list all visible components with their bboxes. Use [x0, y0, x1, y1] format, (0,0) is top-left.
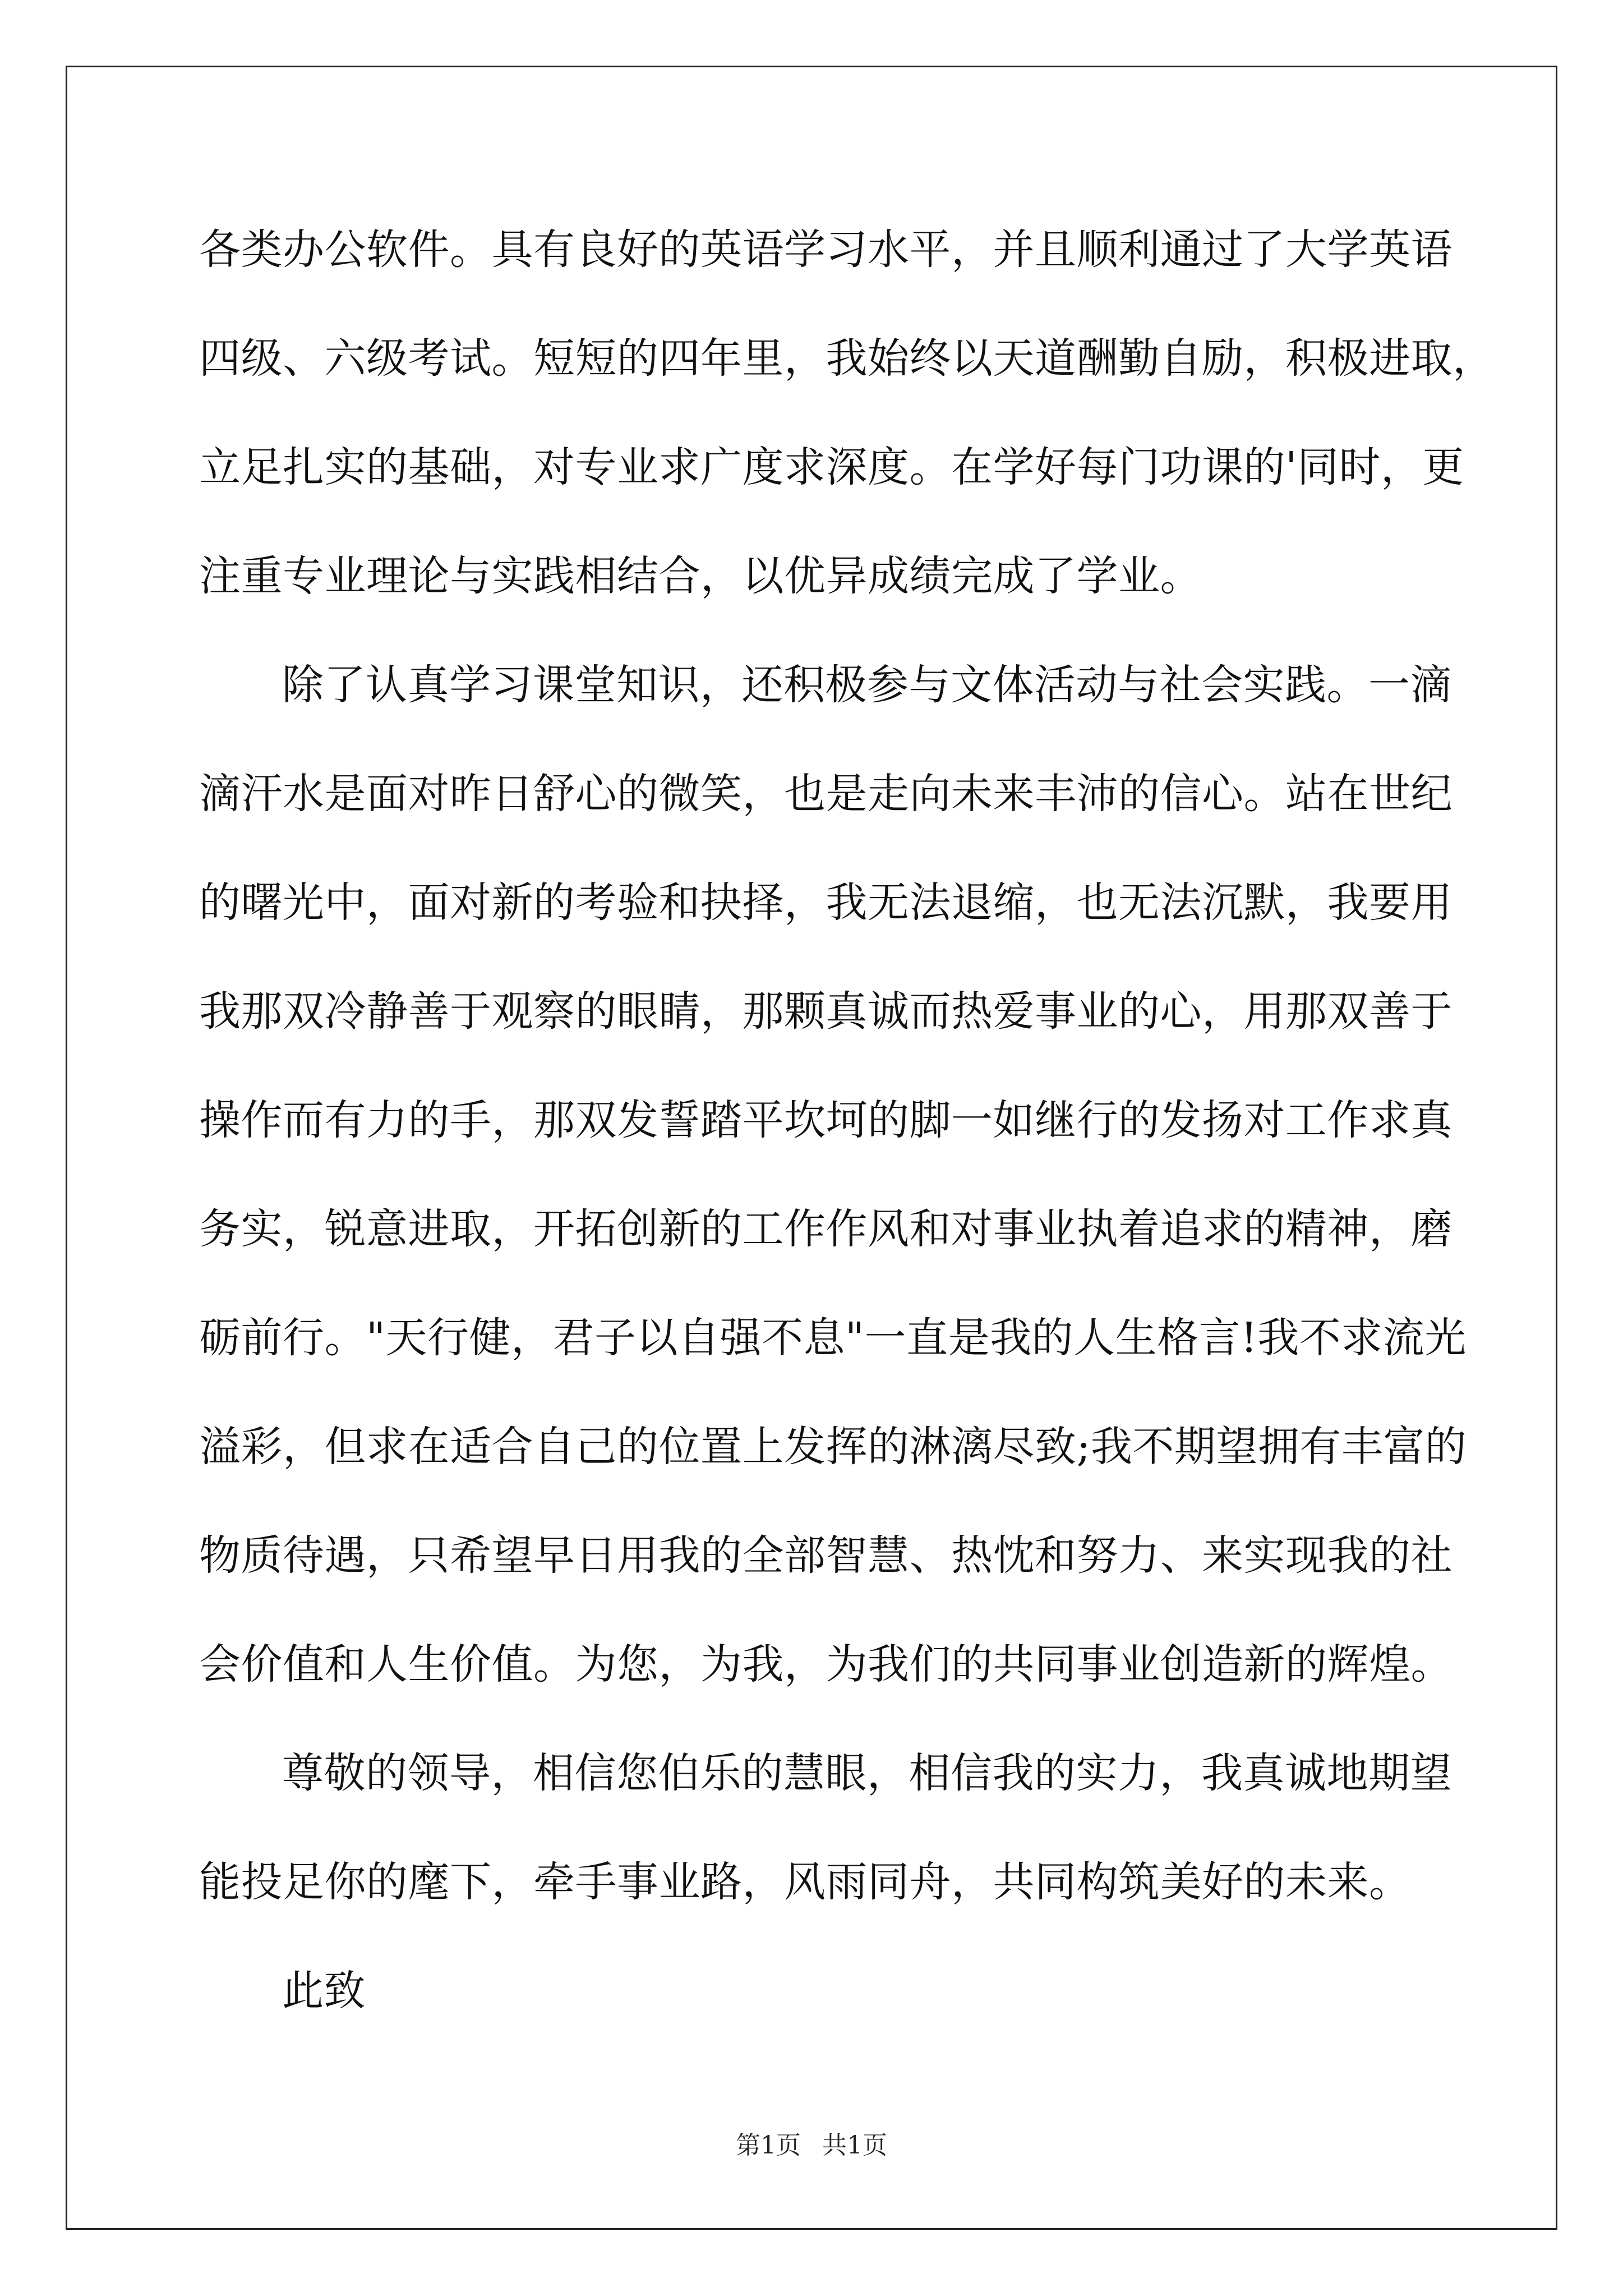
document-body [199, 216, 1495, 2066]
text-line: 砺前行。"天行健，君子以自强不息"一直是我的人生格言!我不求流光 [199, 1314, 1467, 1362]
text-line: 立足扎实的基础，对专业求广度求深度。在学好每门功课的'同时，更 [199, 443, 1464, 491]
text-line: 滴汗水是面对昨日舒心的微笑，也是走向未来丰沛的信心。站在世纪 [199, 770, 1453, 818]
text-line: 操作而有力的手，那双发誓踏平坎坷的脚一如继行的发扬对工作求真 [199, 1096, 1453, 1144]
text-line: 务实，锐意进取，开拓创新的工作作风和对事业执着追求的精神，磨 [199, 1205, 1453, 1253]
text-line: 我那双冷静善于观察的眼睛，那颗真诚而热爱事业的心，用那双善于 [199, 987, 1453, 1036]
text-line: 溢彩，但求在适合自己的位置上发挥的淋漓尽致;我不期望拥有丰富的 [199, 1423, 1467, 1471]
text-line: 此致 [282, 1967, 366, 2015]
text-line: 尊敬的领导，相信您伯乐的慧眼，相信我的实力，我真诚地期望 [282, 1749, 1452, 1797]
text-line: 会价值和人生价值。为您，为我，为我们的共同事业创造新的辉煌。 [199, 1640, 1453, 1688]
text-line: 能投足你的麾下，牵手事业路，风雨同舟，共同构筑美好的未来。 [199, 1858, 1411, 1906]
text-line: 四级、六级考试。短短的四年里，我始终以天道酬勤自励，积极进取， [199, 334, 1495, 383]
text-line: 注重专业理论与实践相结合，以优异成绩完成了学业。 [199, 552, 1202, 600]
text-line: 物质待遇，只希望早日用我的全部智慧、热忱和努力、来实现我的社 [199, 1531, 1453, 1580]
page-total: 共1页 [822, 2131, 887, 2160]
page-number: 第1页 [736, 2131, 801, 2160]
text-line: 除了认真学习课堂知识，还积极参与文体活动与社会实践。一滴 [282, 661, 1452, 709]
page-footer [0, 2129, 1623, 2162]
text-line: 的曙光中，面对新的考验和抉择，我无法退缩，也无法沉默，我要用 [199, 878, 1453, 927]
text-line: 各类办公软件。具有良好的英语学习水平，并且顺利通过了大学英语 [199, 226, 1453, 274]
